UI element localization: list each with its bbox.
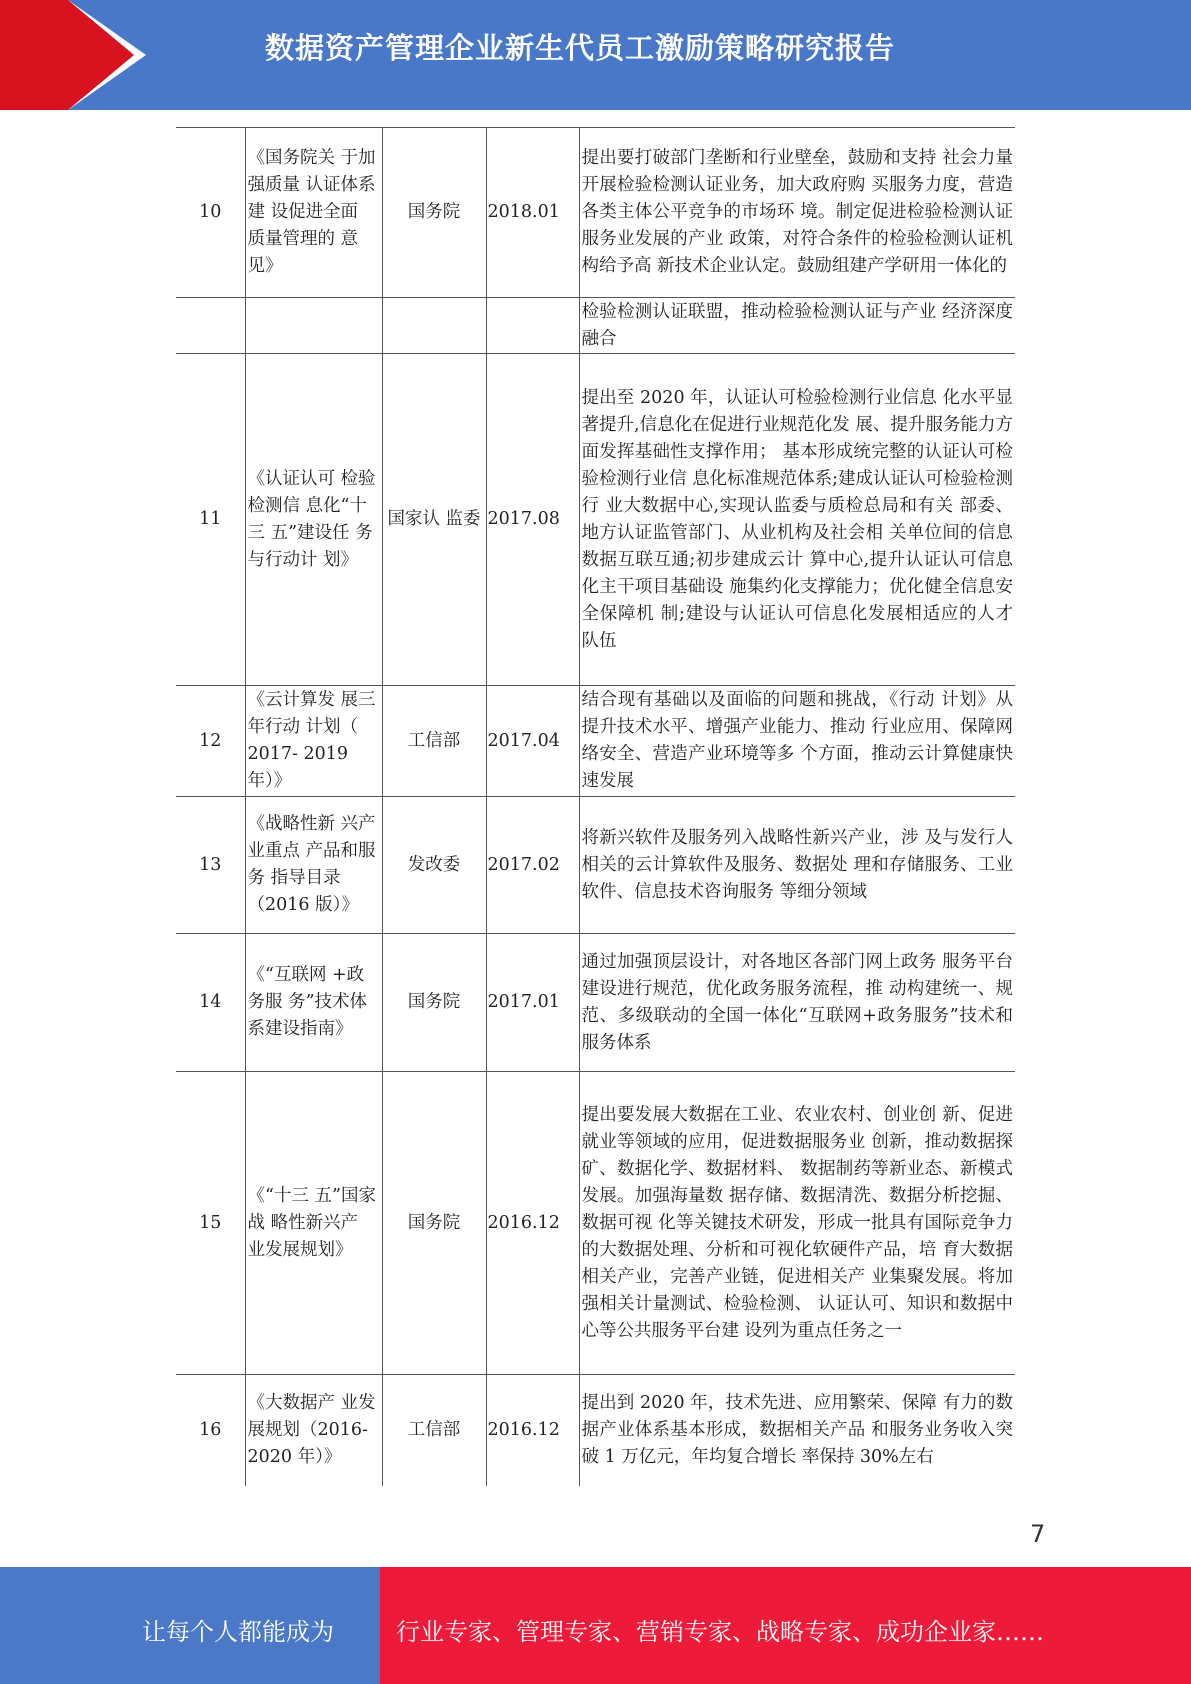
- row-number: 11: [176, 354, 245, 686]
- row-number: 14: [176, 934, 245, 1072]
- issue-date: 2017.02: [486, 797, 579, 934]
- footer-slogan-right: 行业专家、管理专家、营销专家、战略专家、成功企业家……: [396, 1618, 1044, 1646]
- row-number: 15: [176, 1072, 245, 1375]
- policy-description: 通过加强顶层设计，对各地区各部门网上政务 服务平台建设进行规范，优化政务服务流程，推 动构建统一、规范、多级联动的全国一体化“互联网+政务服务”技术和服务体系: [579, 934, 1015, 1072]
- policy-name: 《云计算发 展三年行动 计划（ 2017- 2019 年）》: [245, 686, 382, 797]
- issue-date: 2016.12: [486, 1072, 579, 1375]
- issue-date: 2017.01: [486, 934, 579, 1072]
- table-row: [176, 934, 1015, 1072]
- issuing-body: 国家认 监委: [382, 354, 486, 686]
- table-row: [176, 797, 1015, 934]
- policy-description: 结合现有基础以及面临的问题和挑战，《行动 计划》从提升技术水平、增强产业能力、推动 行业应用、保障网络安全、营造产业环境等多 个方面，推动云计算健康快速发展: [579, 686, 1015, 797]
- table-row: [176, 298, 1015, 354]
- policy-description: 将新兴软件及服务列入战略性新兴产业，涉 及与发行人相关的云计算软件及服务、数据处 理和存储服务、工业软件、信息技术咨询服务 等细分领域: [579, 797, 1015, 934]
- issue-date: [486, 298, 579, 354]
- table-row: [176, 686, 1015, 797]
- issue-date: 2017.04: [486, 686, 579, 797]
- row-number: 10: [176, 128, 245, 298]
- table-row: [176, 128, 1015, 298]
- row-number: 12: [176, 686, 245, 797]
- issue-date: 2017.08: [486, 354, 579, 686]
- issuing-body: 国务院: [382, 1072, 486, 1375]
- policy-description: 提出要发展大数据在工业、农业农村、创业创 新、促进就业等领域的应用，促进数据服务业 创新，推动数据探矿、数据化学、数据材料、 数据制药等新业态、新模式发展。加强海量数 据存储、数据清洗、数据分析挖掘、数据可视 化等关键技术研发，形成一批具有国际竞争力 的大数据处理、分析和可视化软硬件产品，培 育大数据相关产业，完善产业链，促进相关产 业集聚发展。将加强相关计量测试、检验检测、 认证认可、知识和数据中心等公共服务平台建 设列为重点任务之一: [579, 1072, 1015, 1375]
- policy-description: 提出至 2020 年，认证认可检验检测行业信息 化水平显著提升,信息化在促进行业规范化发 展、提升服务能力方面发挥基础性支撑作用； 基本形成统完整的认证认可检验检测行业信 息化标准规范体系;建成认证认可检验检测行 业大数据中心,实现认监委与质检总局和有关 部委、地方认证监管部门、从业机构及社会相 关单位间的信息数据互联互通;初步建成云计 算中心,提升认证认可信息化主干项目基础设 施集约化支撑能力；优化健全信息安全保障机 制;建设与认证认可信息化发展相适应的人才 队伍: [579, 354, 1015, 686]
- footer-slogan-left: 让每个人都能成为: [142, 1618, 334, 1646]
- page-footer: [0, 1567, 1191, 1684]
- policy-description: 提出要打破部门垄断和行业壁垒，鼓励和支持 社会力量开展检验检测认证业务，加大政府购 买服务力度，营造各类主体公平竞争的市场环 境。制定促进检验检测认证服务业发展的产业 政策，对符合条件的检验检测认证机构给予高 新技术企业认定。鼓励组建产学研用一体化的: [579, 128, 1015, 298]
- issue-date: 2018.01: [486, 128, 579, 298]
- page-number: 7: [1030, 1520, 1046, 1548]
- row-number: [176, 298, 245, 354]
- header-red-block: [0, 0, 68, 110]
- header-chevron-red: [68, 0, 134, 110]
- policy-name: [245, 298, 382, 354]
- issuing-body: 工信部: [382, 1375, 486, 1486]
- issue-date: 2016.12: [486, 1375, 579, 1486]
- policy-name: 《战略性新 兴产业重点 产品和服务 指导目录（2016 版）》: [245, 797, 382, 934]
- policy-name: 《认证认可 检验检测信 息化“十三 五”建设任 务与行动计 划》: [245, 354, 382, 686]
- issuing-body: 发改委: [382, 797, 486, 934]
- table-row: [176, 354, 1015, 686]
- policy-description: 检验检测认证联盟，推动检验检测认证与产业 经济深度融合: [579, 298, 1015, 354]
- issuing-body: [382, 298, 486, 354]
- issuing-body: 国务院: [382, 128, 486, 298]
- issuing-body: 工信部: [382, 686, 486, 797]
- issuing-body: 国务院: [382, 934, 486, 1072]
- page-header: [0, 0, 1191, 110]
- policy-name: 《国务院关 于加强质量 认证体系建 设促进全面 质量管理的 意见》: [245, 128, 382, 298]
- policy-name: 《大数据产 业发展规划（2016-2020 年）》: [245, 1375, 382, 1486]
- row-number: 13: [176, 797, 245, 934]
- table-row: [176, 1072, 1015, 1375]
- policy-description: 提出到 2020 年，技术先进、应用繁荣、保障 有力的数据产业体系基本形成，数据相关产品 和服务业务收入突破 1 万亿元，年均复合增长 率保持 30%左右: [579, 1375, 1015, 1486]
- page-title: 数据资产管理企业新生代员工激励策略研究报告: [265, 31, 896, 65]
- policy-name: 《“十三 五”国家战 略性新兴产 业发展规划》: [245, 1072, 382, 1375]
- table-row: [176, 1375, 1015, 1486]
- row-number: 16: [176, 1375, 245, 1486]
- policy-name: 《“互联网 +政务服 务”技术体 系建设指南》: [245, 934, 382, 1072]
- footer-slant: [340, 1567, 380, 1684]
- policy-table: [176, 127, 1015, 1486]
